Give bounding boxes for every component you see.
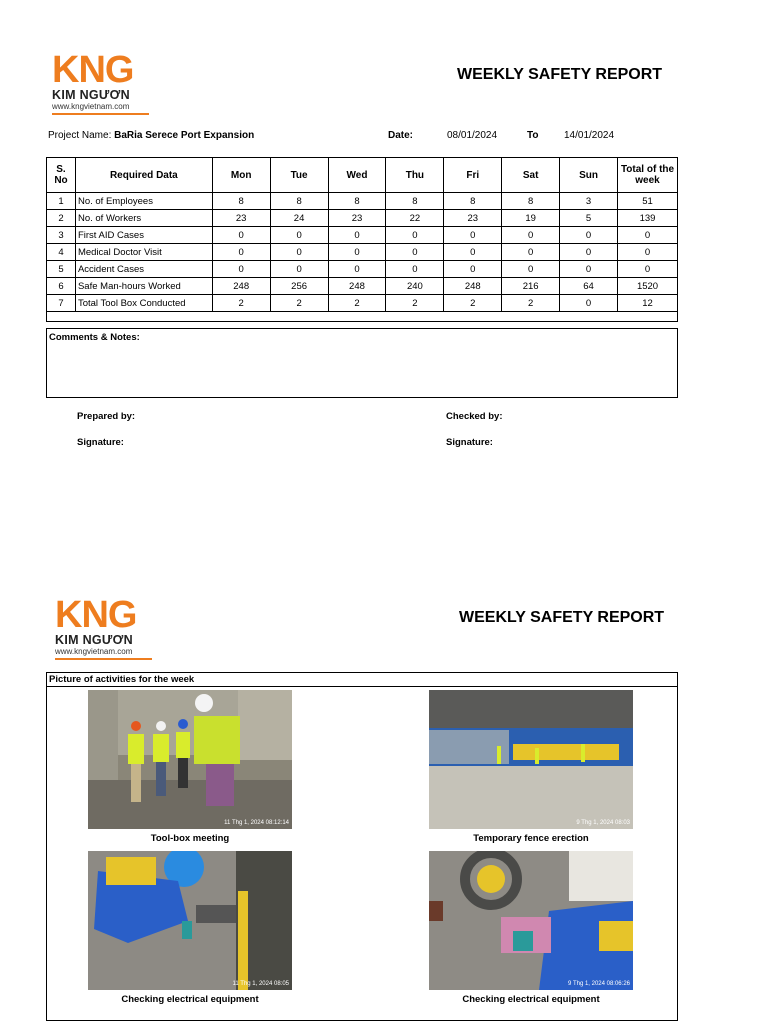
date-to: 14/01/2024 xyxy=(564,130,615,141)
company-logo-2 xyxy=(55,594,165,660)
table-cell-thu: 2 xyxy=(386,295,444,312)
col-header: Total of the week xyxy=(618,158,678,193)
table-cell-fri: 0 xyxy=(444,261,502,278)
logo-underline xyxy=(52,113,149,115)
table-cell-mon: 8 xyxy=(212,193,270,210)
table-cell-sat: 0 xyxy=(502,227,560,244)
table-cell-total: 12 xyxy=(618,295,678,312)
photo-toolbox-meeting xyxy=(88,690,292,829)
table-cell-total: 0 xyxy=(618,261,678,278)
table-cell-no: 7 xyxy=(47,295,76,312)
table-cell-thu: 22 xyxy=(386,210,444,227)
table-cell-label: No. of Employees xyxy=(75,193,212,210)
col-header: Sun xyxy=(560,158,618,193)
col-header: Wed xyxy=(328,158,386,193)
table-cell-fri: 0 xyxy=(444,244,502,261)
table-cell-sun: 3 xyxy=(560,193,618,210)
table-cell-fri: 248 xyxy=(444,278,502,295)
table-cell-wed: 0 xyxy=(328,227,386,244)
table-cell-fri: 0 xyxy=(444,227,502,244)
photo-timestamp: 11 Thg 1, 2024 08:12:14 xyxy=(224,820,289,826)
table-row xyxy=(47,193,678,210)
table-cell-mon: 2 xyxy=(212,295,270,312)
table-cell-mon: 248 xyxy=(212,278,270,295)
checked-signature-label: Signature: xyxy=(446,437,493,448)
logo-mark: KNG xyxy=(55,594,137,636)
table-cell-no: 2 xyxy=(47,210,76,227)
prepared-signature-label: Signature: xyxy=(77,437,124,448)
project-name-row xyxy=(48,130,254,141)
table-cell-fri: 2 xyxy=(444,295,502,312)
table-cell-sat: 216 xyxy=(502,278,560,295)
table-cell-sat: 19 xyxy=(502,210,560,227)
table-cell-tue: 24 xyxy=(270,210,328,227)
photo-caption: Checking electrical equipment xyxy=(462,994,600,1005)
table-cell-total: 0 xyxy=(618,244,678,261)
table-cell-label: First AID Cases xyxy=(75,227,212,244)
table-spacer-row xyxy=(47,312,678,322)
table-cell-mon: 0 xyxy=(212,227,270,244)
table-cell-total: 139 xyxy=(618,210,678,227)
col-header: Mon xyxy=(212,158,270,193)
table-cell-thu: 240 xyxy=(386,278,444,295)
table-cell-total: 1520 xyxy=(618,278,678,295)
col-header: Thu xyxy=(386,158,444,193)
logo-website: www.kngvietnam.com xyxy=(52,102,130,111)
table-cell-wed: 2 xyxy=(328,295,386,312)
table-cell-sun: 5 xyxy=(560,210,618,227)
table-cell-label: Total Tool Box Conducted xyxy=(75,295,212,312)
table-cell-thu: 0 xyxy=(386,261,444,278)
logo-company-name: KIM NGƯƠN xyxy=(55,633,133,647)
table-cell-wed: 0 xyxy=(328,244,386,261)
table-header-row xyxy=(47,158,678,193)
photo-timestamp: 11 Thg 1, 2024 08:05 xyxy=(232,981,289,987)
table-cell-no: 4 xyxy=(47,244,76,261)
logo-underline xyxy=(55,658,152,660)
table-cell-mon: 23 xyxy=(212,210,270,227)
table-cell-tue: 0 xyxy=(270,227,328,244)
col-header: Fri xyxy=(444,158,502,193)
table-cell-label: Accident Cases xyxy=(75,261,212,278)
table-cell-thu: 0 xyxy=(386,227,444,244)
to-label: To xyxy=(527,130,539,141)
table-cell-tue: 0 xyxy=(270,261,328,278)
report-title: WEEKLY SAFETY REPORT xyxy=(457,66,663,83)
table-cell-no: 6 xyxy=(47,278,76,295)
photos-section-header: Picture of activities for the week xyxy=(47,673,677,687)
table-row xyxy=(47,295,678,312)
table-cell-thu: 8 xyxy=(386,193,444,210)
table-cell-total: 51 xyxy=(618,193,678,210)
table-cell-sat: 2 xyxy=(502,295,560,312)
report-title-2: WEEKLY SAFETY REPORT xyxy=(459,609,665,626)
date-from: 08/01/2024 xyxy=(447,130,498,141)
table-row xyxy=(47,227,678,244)
table-row xyxy=(47,244,678,261)
table-cell-label: Safe Man-hours Worked xyxy=(75,278,212,295)
table-cell-fri: 23 xyxy=(444,210,502,227)
photo-caption: Checking electrical equipment xyxy=(121,994,259,1005)
table-cell-thu: 0 xyxy=(386,244,444,261)
photo-checking-electrical-1 xyxy=(88,851,292,990)
table-cell-fri: 8 xyxy=(444,193,502,210)
table-cell-sat: 0 xyxy=(502,261,560,278)
comments-notes-label: Comments & Notes: xyxy=(49,332,140,343)
project-label: Project Name: xyxy=(48,130,112,141)
activity-photos-section xyxy=(46,672,678,1021)
logo-website: www.kngvietnam.com xyxy=(55,647,133,656)
project-name: BaRia Serece Port Expansion xyxy=(114,130,255,141)
comments-notes-box xyxy=(46,328,678,398)
table-cell-sun: 0 xyxy=(560,244,618,261)
table-cell-wed: 0 xyxy=(328,261,386,278)
company-logo xyxy=(52,49,162,115)
date-label: Date: xyxy=(388,130,414,141)
col-header: Required Data xyxy=(75,158,212,193)
col-header: Tue xyxy=(270,158,328,193)
table-cell-sat: 8 xyxy=(502,193,560,210)
table-cell-no: 5 xyxy=(47,261,76,278)
table-cell-tue: 256 xyxy=(270,278,328,295)
table-cell-mon: 0 xyxy=(212,261,270,278)
logo-company-name: KIM NGƯƠN xyxy=(52,88,130,102)
prepared-by-label: Prepared by: xyxy=(77,411,136,422)
photo-temporary-fence xyxy=(429,690,633,829)
photo-caption: Tool-box meeting xyxy=(150,833,230,844)
table-cell-sat: 0 xyxy=(502,244,560,261)
photo-checking-electrical-2 xyxy=(429,851,633,990)
table-cell-sun: 64 xyxy=(560,278,618,295)
photo-caption: Temporary fence erection xyxy=(473,833,589,844)
photo-timestamp: 9 Thg 1, 2024 08:06:26 xyxy=(568,981,630,987)
table-cell-label: No. of Workers xyxy=(75,210,212,227)
table-cell-tue: 2 xyxy=(270,295,328,312)
table-cell-mon: 0 xyxy=(212,244,270,261)
col-header: Sat xyxy=(502,158,560,193)
weekly-safety-table xyxy=(46,157,678,322)
table-spacer-cell xyxy=(47,312,678,322)
table-row xyxy=(47,278,678,295)
logo-mark: KNG xyxy=(52,49,134,91)
table-row xyxy=(47,210,678,227)
table-cell-sun: 0 xyxy=(560,295,618,312)
table-cell-wed: 248 xyxy=(328,278,386,295)
table-cell-total: 0 xyxy=(618,227,678,244)
table-cell-wed: 8 xyxy=(328,193,386,210)
table-cell-tue: 8 xyxy=(270,193,328,210)
checked-by-label: Checked by: xyxy=(446,411,503,422)
table-cell-wed: 23 xyxy=(328,210,386,227)
table-cell-sun: 0 xyxy=(560,227,618,244)
table-cell-no: 1 xyxy=(47,193,76,210)
photo-timestamp: 9 Thg 1, 2024 08:03 xyxy=(576,820,630,826)
table-cell-no: 3 xyxy=(47,227,76,244)
table-cell-tue: 0 xyxy=(270,244,328,261)
table-cell-sun: 0 xyxy=(560,261,618,278)
table-cell-label: Medical Doctor Visit xyxy=(75,244,212,261)
table-row xyxy=(47,261,678,278)
col-header: S. No xyxy=(47,158,76,193)
